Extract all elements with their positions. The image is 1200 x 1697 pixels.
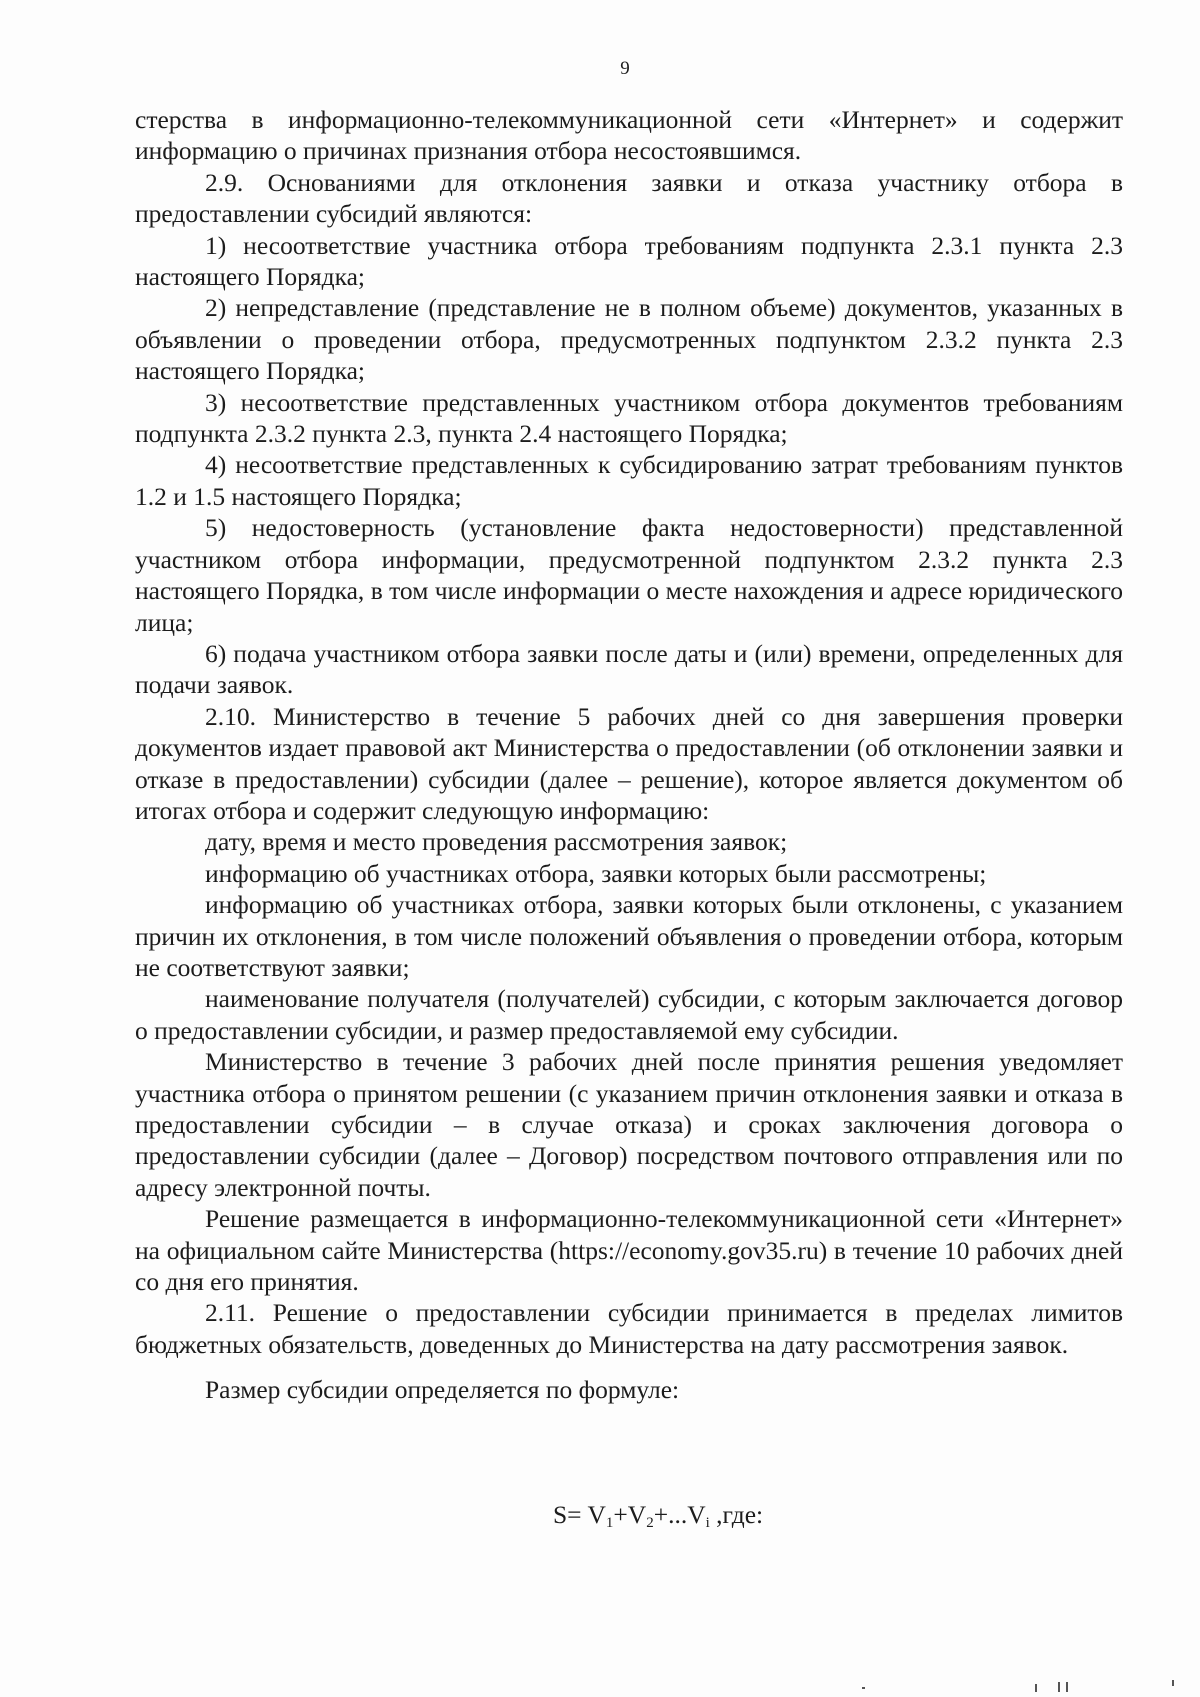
formula-expression	[553, 1500, 763, 1532]
paragraph: 5) недостоверность (установление факта недостоверности) представленной участником отбора информации, предусмотренной подпунктом 2.3.2 пункта 2.3 настоящего Порядка, в том числе информации о месте нахождения и адресе юридического лица;	[135, 513, 1123, 637]
paragraph: 4) несоответствие представленных к субсидированию затрат требованиям пунктов 1.2 и 1.5 настоящего Порядка;	[135, 450, 1123, 511]
paragraph: 2) непредставление (представление не в полном объеме) документов, указанных в объявлении о проведении отбора, предусмотренных подпунктом 2.3.2 пункта 2.3 настоящего Порядка;	[135, 293, 1123, 386]
paragraph: стерства в информационно-телекоммуникационной сети «Интернет» и содержит информацию о причинах признания отбора несостоявшимся.	[135, 105, 1123, 166]
formula-subscript: i	[705, 1515, 710, 1531]
paragraph: Министерство в течение 3 рабочих дней после принятия решения уведомляет участника отбора о принятом решении (с указанием причин отклонения заявки и отказа в предоставлении субсидии – в случае отказа) и сроках заключения договора о предоставлении субсидии (далее – Договор) посредством почтового отправления или по адресу электронной почты.	[135, 1047, 1123, 1202]
formula-subscript: 2	[646, 1515, 654, 1531]
paragraph: 6) подача участником отбора заявки после даты и (или) времени, определенных для подачи заявок.	[135, 638, 1123, 700]
paragraph: информацию об участниках отбора, заявки которых были отклонены, с указанием причин их отклонения, в том числе положений объявления о проведении отбора, которым не соответствуют заявки;	[135, 890, 1123, 982]
paragraph: Размер субсидии определяется по формуле:	[205, 1375, 680, 1405]
formula-subscript: 1	[605, 1515, 614, 1531]
paragraph: наименование получателя (получателей) субсидии, с которым заключается договор о предоставлении субсидии, и размер предоставляемой ему субсидии.	[135, 984, 1123, 1045]
formula-lhs: S= V	[553, 1500, 606, 1529]
paragraph: 2.9. Основаниями для отклонения заявки и отказа участнику отбора в предоставлении субсидий являются:	[135, 167, 1123, 229]
formula-tail: ,где:	[709, 1500, 764, 1529]
formula-term: +V	[613, 1500, 647, 1529]
scan-speck	[1058, 1682, 1060, 1692]
scan-speck	[1172, 1680, 1174, 1686]
scan-speck	[1035, 1684, 1037, 1692]
paragraph: 2.11. Решение о предоставлении субсидии принимается в пределах лимитов бюджетных обязательств, доведенных до Министерства на дату рассмотрения заявок.	[135, 1298, 1123, 1359]
paragraph: дату, время и место проведения рассмотрения заявок;	[205, 827, 788, 857]
paragraph: 2.10. Министерство в течение 5 рабочих дней со дня завершения проверки документов издает правовой акт Министерства о предоставлении (об отклонении заявки и отказе в предоставлении) субсидии (далее – решение), которое является документом об итогах отбора и содержит следующую информацию:	[135, 701, 1123, 825]
scan-speck	[862, 1687, 865, 1689]
paragraph: 1) несоответствие участника отбора требованиям подпункта 2.3.1 пункта 2.3 настоящего Порядка;	[135, 230, 1123, 292]
document-body	[135, 104, 1123, 1406]
page-number: 9	[620, 58, 630, 79]
paragraph: информацию об участниках отбора, заявки которых были рассмотрены;	[205, 858, 987, 888]
formula-term: +...V	[653, 1500, 706, 1529]
paragraph: 3) несоответствие представленных участником отбора документов требованиям подпункта 2.3.2 пункта 2.3, пункта 2.4 настоящего Порядка;	[135, 387, 1123, 449]
paragraph: Решение размещается в информационно-телекоммуникационной сети «Интернет» на официальном сайте Министерства (https://economy.gov35.ru) в течение 10 рабочих дней со дня его принятия.	[135, 1204, 1123, 1297]
scan-speck	[1066, 1682, 1068, 1692]
